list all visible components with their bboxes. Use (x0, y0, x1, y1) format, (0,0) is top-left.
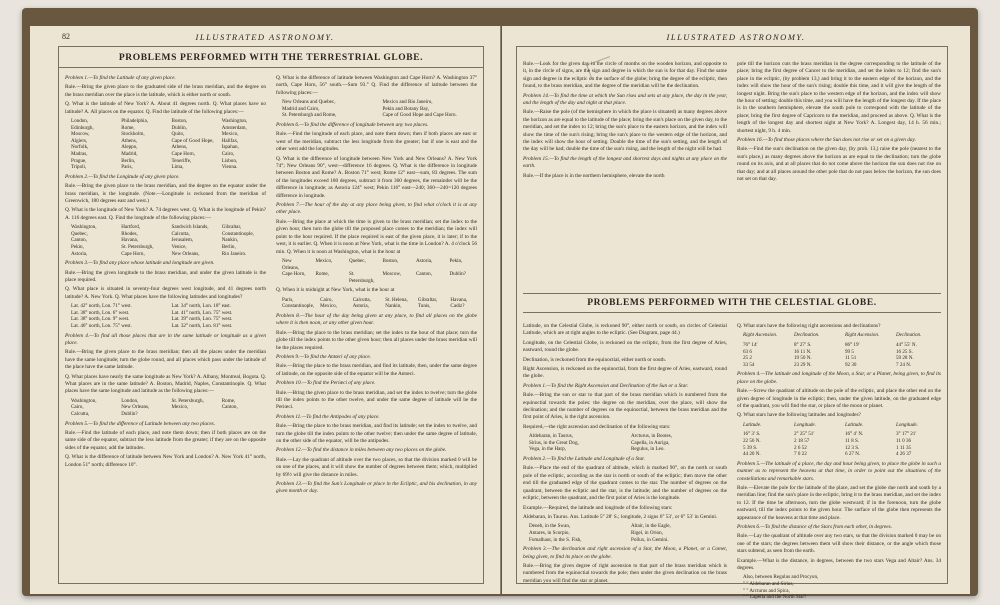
table-cell: Rome, (315, 271, 329, 278)
table-cell: 16° 4′ N. (845, 431, 864, 438)
table-cell: 11 51 (845, 355, 857, 362)
table-cell: " " Capella and the North Star? (743, 594, 807, 601)
table-cell: Longitude. (794, 421, 816, 428)
ll-table (743, 431, 941, 457)
right-top-column-2 (737, 61, 941, 289)
table-cell: 8° 27′ S. (794, 342, 812, 348)
table-cell: Deneb, in the Swan, (529, 523, 571, 530)
table-cell: Havana, (121, 237, 139, 244)
table-cell: Washington, (71, 397, 97, 404)
table-cell: Sandwich Islands, (171, 224, 209, 231)
problem-rule: Rule.—Lay the quadrant of altitude over any two stars, so that the division marked 0 may be on one of the stars; the degrees between them will show their distance, or the angle which those stars subtend, as seen from the earth. (737, 533, 941, 555)
table-cell: Astoria, (71, 250, 88, 257)
table-cell: Mexico, (320, 303, 337, 310)
table-cell: Mexico, (315, 257, 333, 264)
table-cell: Paris, (282, 296, 294, 303)
problem-rule: Rule.—Find the sun's declination on the given day, (by prob. 13,) raise the pole (nearest to the sun's place,) as many degrees above the horizon as are equal to the declination; turn the globe round on its axis, and at all places that do not come above the horizon the sun does not rise on that day; and at all places around the other pole that do not pass below the horizon, the sun does not set on that day. (737, 146, 941, 183)
table-cell: Berlin, (121, 157, 136, 164)
left-column-2 (276, 75, 477, 577)
table-cell: Hartford, (121, 224, 141, 231)
problem-question: Q. What place is situated in seventy-four degrees west longitude, and 41 degrees north latitude? A. New York. Q. What places have the following latitudes and longitudes? (65, 286, 266, 300)
problem-heading: Problem 7.—The hour of the day at any place being given, to find what o'clock it is at any other place. (276, 202, 477, 216)
problem-rule: Rule.—Place the end of the quadrant of altitude, which is marked 90°, on the north or south pole of the ecliptic, according as the star is north or south of the ecliptic; then move the other end till the graduated edge of the quadrant comes to the star. The number of degrees on the quadrant, between the ecliptic and the star, is the latitude; and the number of degrees on the ecliptic, between the quadrant, and the first point of Aries is the longitude. (523, 465, 727, 502)
table-cell: Arcturus, in Bootes, (631, 433, 673, 440)
table-cell: New Orleans and Quebec, (282, 99, 336, 106)
table-cell: Declination. (896, 332, 922, 339)
table-cell: Teneriffe, (171, 157, 192, 164)
problem-question: Q. What places have nearly the same longitude as New York? A. Albany, Montreal, Bogota. Q. What places are in the same latitude? A. Boston, Madrid, Naples, Constantinople. Q. What places have the same longitude and latitude as the following places:— (65, 373, 266, 395)
table-cell: Moscow, (71, 131, 90, 138)
table-cell: 3° 17° 21′ (896, 431, 917, 438)
problem-rule: Rule.—Bring the given place to the brass meridian, and the degree on the equator under the brass meridian, is the longitude. (Note.—Longitude is reckoned from the meridian of Greenwich, 180 degrees east and west.) (65, 183, 266, 204)
table-cell: Cape Horn, (121, 250, 145, 257)
table-cell: 2 6 52 (794, 444, 807, 451)
table-cell: 6 27 N. (845, 451, 861, 458)
problem-heading: Problem 2.—To find the Latitude and Longitude of a Star. (523, 456, 645, 463)
table-cell: Pekin, (449, 257, 463, 264)
table-cell: Venice, (171, 244, 187, 250)
table-cell: Nankin, (221, 237, 239, 244)
problem-heading: Problem 9.—To find the Antœci of any place. (276, 353, 371, 360)
right-page (502, 26, 970, 601)
table-cell: 22 56 N. (743, 438, 761, 444)
table-cell: Washington, (221, 118, 248, 125)
book-cover (22, 8, 978, 601)
stars-table (529, 523, 727, 543)
table-cell: Capella, in Auriga, (631, 439, 670, 446)
table-cell: Constantinople, (282, 303, 315, 310)
table-cell: " " Aldebaran and Sirius, (743, 581, 794, 588)
table-cell: Cairo, (221, 151, 235, 157)
table-cell: New Orleans, (171, 250, 200, 257)
latlong-table (71, 303, 266, 329)
table-cell: Pollux, in Gemini. (631, 536, 669, 543)
table-cell: 44 20 N. (743, 451, 761, 458)
right-top-section (523, 61, 941, 289)
problem-rule: Rule.—Bring the given place to the graduated side of the brass meridian, and the degree on the brass meridian over the place is the latitude, which is either north or south. (65, 84, 266, 98)
problem-question: Required,—the right ascension and declination of the following stars: (523, 423, 671, 430)
stars-table (529, 433, 727, 453)
table-cell: Stockholm, (121, 131, 145, 138)
celestial-title-band (523, 293, 941, 313)
table-cell: Norfolk, (71, 144, 89, 151)
problem-heading: Problem 11.—To find the Antipodes of any place. (276, 413, 380, 420)
table-cell: Constantinople, (221, 230, 254, 237)
right-top-column-1 (523, 61, 727, 289)
problem-question: Q. What stars have the following latitudes and longitudes? (737, 412, 861, 419)
table-cell: Berlin, (221, 244, 236, 250)
table-cell: Lat. 38° north, Lon. 6° west. (71, 309, 130, 316)
problem-question: Q. What is the difference of longitude between New York and New Orleans? A. New York 74°; New Orleans 90°, west—difference 16 degrees. Q. What is the difference in longitude between Boston and Rome? A. Boston 71° west; Rome 12° east—sum, 83 degrees. The sum of the longitudes exceed 180 degrees, subtract it from 360 degrees, the remainder will be the difference in longitude; as Astoria 124° west; Pekin 116° east—240; 360—240=120 degrees difference in longitude. (276, 155, 477, 199)
table-cell: St. Petersburgh and Rome, (282, 112, 337, 119)
table-cell: Mexico, (221, 131, 239, 138)
table-cell: St. Helena, (385, 296, 408, 303)
table-cell: Madrid, (121, 151, 138, 157)
table-cell: Canton, (71, 237, 87, 244)
table-cell: Cape of Good Hope and Cape Horn. (382, 112, 457, 119)
problem-heading: Problem 3.—To find any place whose latitude and longitude are given. (65, 260, 215, 267)
table-cell: Canton, (221, 404, 238, 411)
problem-rule: Rule.—Bring the given longitude to the brass meridian, and under the given latitude is the place required. (65, 269, 266, 283)
problem-heading: Problem 8.—The hour of the day being given at any place, to find all places on the globe where it is then noon, or any other given hour. (276, 312, 477, 327)
problem-rule: Rule.—Bring the sun or star to that part of the brass meridian which is numbered from the equinoctial towards the poles: the degree on the meridian, over the place, will show the declination; and the number of degrees on the equinoctial, between the brass meridian and the first point of Aries, is the right ascension. (523, 392, 727, 421)
table-cell: Prague, (71, 157, 87, 164)
table-cell: Tunis, (417, 303, 431, 310)
definition-latitude: Latitude, on the Celestial Globe, is reckoned 90°, either north or south, on circles of Celestial Latitude, which are at right angles to the ecliptic. (See Diagram, page 44.) (523, 323, 727, 337)
table-cell: Calcutta, (71, 411, 90, 418)
table-cell: Paris, (121, 164, 133, 171)
table-cell: Vega, in the Harp, (529, 446, 566, 453)
table-cell: 86° 19′ (845, 342, 860, 348)
left-column-1 (65, 75, 266, 577)
table-cell: Cadiz? (450, 303, 465, 310)
table-cell: Vienna. (221, 164, 238, 171)
table-cell: Sirius, in the Great Dog, (529, 439, 579, 446)
problem-question: Q. When it is midnight at New York, what is the hour at (276, 287, 395, 294)
places-table (282, 99, 477, 119)
table-cell: 5 39 S. (743, 444, 758, 451)
table-cell: Aldebaran, in Taurus, (529, 433, 573, 440)
table-cell: St. Petersburgh, (171, 397, 204, 404)
table-cell: 44° 55′ N. (896, 342, 917, 348)
table-cell: Philadelphia, (121, 118, 148, 125)
table-cell: 16 25 S. (896, 348, 913, 355)
problem-question: Q. What stars have the following right ascensions and declinations? (737, 323, 881, 329)
table-cell: 2° 25° 51′ (794, 431, 815, 438)
problem-rule: Rule.—Screw the quadrant of altitude on the pole of the ecliptic, and place the other end on the given degree of longitude in the ecliptic; then, under the given latitude, on the graduated edge of the quadrant, you will find the star, or place of the moon or planet. (737, 388, 941, 409)
table-cell: Cape Horn, (171, 151, 195, 157)
table-cell: Mexico and Rio Janeiro, (382, 99, 433, 106)
table-cell: Lat. 34° north, Lon. 18° east. (171, 303, 231, 310)
table-cell: Lima, (171, 164, 184, 171)
problem-heading: Problem 5.—To find the difference of Latitude between any two places. (65, 420, 216, 427)
table-cell: 76° 14′ (743, 342, 758, 348)
table-cell: Boston, (382, 257, 399, 264)
table-cell: St. Petersburgh, (349, 271, 375, 284)
table-cell: Right Ascension. (743, 332, 778, 339)
table-cell: Astoria, (352, 303, 369, 310)
table-cell: London, (71, 118, 89, 125)
table-cell: Algiers, (71, 137, 88, 144)
table-cell: Gibraltar, (417, 296, 438, 303)
table-cell: Cape of Good Hope, (171, 137, 214, 144)
table-cell: 99 5 (845, 348, 854, 355)
definition-right-ascension: Right Ascension, is reckoned on the equinoctial, from the first degree of Aries, eastward, round the globe. (523, 366, 727, 380)
table-cell: 33 54 (743, 361, 755, 368)
places-table (71, 118, 266, 171)
problem-heading: Problem 10.—To find the Periœci of any place. (276, 380, 376, 387)
problem-answer: Aldebaran, in Taurus. Ans. Latitude 5° 28′ S.; longitude, 2 signs 6° 53′, or 6° 53′ in Gemini. (523, 513, 718, 520)
problem-question: Q. What is the difference of latitude between Washington and Cape Horn? A. Washington 37° north, Cape Horn, 56° south.—Sum 93.° Q. Find the difference of latitude between the following places:— (276, 75, 477, 96)
problem-rule: Rule.—Bring the given place to the brass meridian, and set the index to twelve; turn the globe till the index points to the other twelve, and under the same degree of latitude will be the Periœci. (276, 389, 477, 411)
table-cell: 16 11 N. (794, 348, 812, 355)
running-head-right: ILLUSTRATED ASTRONOMY. (666, 32, 806, 42)
table-cell: Washington, (71, 224, 97, 231)
problem-heading: Problem 6.—To find the distance of the Stars from each other, in degrees. (737, 524, 893, 531)
problem-heading: Problem 5.—The latitude of a place, the day and hour being given, to place the globe in such a manner as to represent the heavens at that time, in order to point out the situations of the constellations and remarkable stars. (737, 460, 941, 482)
table-cell: " " Arcturus and Spica, (743, 587, 790, 594)
left-page (30, 26, 500, 594)
problem-heading: Problem 1.—To find the Right Ascension and Declination of the Sun or a Star. (523, 382, 689, 389)
right-bottom-column-2 (737, 323, 941, 601)
table-cell: Altair, in the Eagle, (631, 523, 671, 530)
table-cell: Declination. (794, 332, 820, 339)
table-cell: Also, between Regulus and Procyon, (743, 574, 819, 581)
problem-rule: Rule.—If the place is in the northern hemisphere, elevate the north (523, 172, 665, 179)
table-cell: Pekin and Botany Bay, (382, 105, 430, 112)
table-cell: Edinburgh, (71, 124, 94, 131)
table-cell: Dublin? (121, 411, 138, 418)
table-cell: Ispahan, (221, 144, 239, 151)
problem-heading: Problem 4.—The latitude and longitude of the Moon, a Star, or a Planet, being given, to find its place on the globe. (737, 371, 941, 385)
table-cell: 11 8 S. (845, 438, 860, 444)
problem-rule: Rule.—Lay the quadrant of altitude over the two places, so that the division marked 0 will be on one of the places, and it will show the number of degrees between them; which, multiplied by 69½ will give the distance in miles. (276, 456, 477, 478)
table-cell: Lat. 41° north, Lon. 75° west. (171, 309, 233, 316)
section-title-celestial: PROBLEMS PERFORMED WITH THE CELESTIAL GLOBE. (587, 298, 877, 308)
table-cell: Astoria, (416, 257, 433, 264)
table-cell: 16° 3′ S. (743, 431, 761, 438)
table-cell: New Orleans, (282, 257, 300, 271)
table-cell: Rio Janeiro. (221, 250, 247, 257)
table-cell: 1 11 35 (896, 444, 912, 451)
table-cell: Boston, (171, 118, 188, 125)
table-cell: Tripoli, (71, 164, 87, 171)
table-cell: Amsterdam, (221, 124, 247, 131)
problem-rule: Rule.—Raise the pole (of the hemisphere in which the place is situated) as many degrees above the horizon as are equal to the latitude of the place; bring the sun's place on the given day, to the meridian, and set the index to 12; bring the sun's place to the eastern horizon, and the index will show the time of the sun's rising; bring the sun's place to the western edge of the horizon, and the index will show the hour of setting. Double the time of the sun's setting, and the length of the day will be had; double the time of the sun's rising, and the length of the night will be had. (523, 109, 727, 153)
problem-rule: Rule.—Find the longitude of each place, and note them down; then if both places are east or west of the meridian, subtract the less longitude from the greater; but if one is east and the other west add the longitudes. (276, 131, 477, 153)
table-cell: Cairo, (71, 404, 84, 411)
places-table (71, 398, 266, 418)
table-cell: Latitude. (845, 421, 864, 428)
problem-example: Example.—What is the distance, in degrees, between the two stars Vega and Altair? Ans. 34 degrees. (737, 557, 941, 572)
table-cell: Calcutta, (171, 230, 190, 237)
table-cell: Havana, (450, 296, 468, 303)
right-bottom-column-1 (523, 323, 727, 584)
problem-heading: Problem 15.—To find the length of the longest and shortest days and nights at any place on the earth. (523, 155, 727, 170)
table-cell: Lat. 46° north, Lon. 75° west. (71, 323, 132, 329)
problem-heading: Problem 6.—To find the difference of longitude between any two places. (276, 122, 429, 128)
problem-heading: Problem 2.—To find the Longitude of any given place. (65, 173, 180, 180)
table-cell: Aleppo, (121, 144, 138, 151)
table-cell: 23 29 N. (794, 361, 812, 368)
table-cell: Antares, in Scorpio, (529, 529, 570, 536)
table-cell: Regulus, in Leo. (631, 446, 665, 453)
table-cell: Calcutta, (352, 296, 371, 303)
table-cell: 92 30 (845, 361, 857, 368)
problem-heading: Problem 14.—To find the time at which the Sun rises and sets at any place, the day in the year, and the length of the day and night at that place. (523, 92, 727, 107)
places-table (71, 224, 266, 257)
running-head-left: ILLUSTRATED ASTRONOMY. (195, 32, 335, 42)
table-cell: Pekin, (71, 244, 84, 250)
problem-rule: Rule.—Find the latitude of each place, and note them down; then if both places are on the same side of the equator, subtract the less latitude from the greater; if they are on the opposite sides of the equator, add the latitudes. (65, 430, 266, 451)
table-cell: Nankin, (385, 303, 402, 310)
section-title-terrestrial: PROBLEMS PERFORMED WITH THE TERRESTRIAL GLOBE. (118, 53, 424, 63)
definition-longitude: Longitude, on the Celestial Globe, is reckoned on the ecliptic, from the first degree of Aries, eastward, round the globe. (523, 339, 727, 354)
table-cell: 12 3 S. (845, 444, 860, 451)
table-cell: Quito, (171, 131, 185, 138)
page-number: 82 (62, 32, 70, 41)
table-cell: Rhodes, (121, 230, 138, 237)
ll-table-header (743, 422, 941, 429)
table-cell: Rigel, in Orion, (631, 529, 663, 536)
table-cell: Madrid and Cairo, (282, 105, 320, 112)
table-cell: Gibraltar, (221, 224, 242, 231)
problem-heading: Problem 1.—To find the Latitude of any given place. (65, 75, 176, 81)
table-cell: Lat. 39° north, Lon. 75° west. (171, 316, 233, 323)
table-cell: Jerusalem, (171, 237, 194, 244)
places-table (282, 297, 477, 310)
problem-heading: Problem 12.—To find the distance in miles between any two places on the globe. (276, 447, 447, 454)
problem-heading: Problem 13.—To find the Sun's Longitude or place in the Ecliptic, and his declination, in any given month or day. (276, 481, 477, 495)
table-cell: Rome, (121, 124, 135, 131)
left-text-frame (58, 46, 484, 584)
table-cell: Quebec, (349, 257, 366, 264)
definition-declination: Declination, is reckoned from the equinoctial, either north or south. (523, 356, 666, 363)
problem-question: Q. What is the latitude of New York? A. About 41 degrees north. Q. What places have no latitude? A. All places on the equator. Q. Find the latitude of the following places:— (65, 101, 266, 115)
problem-heading: Problem 16.—To find those places where the Sun does not rise or set on a given day. (737, 137, 916, 144)
ra-table-header (743, 332, 941, 339)
problem-rule: Rule.—Elevate the pole for the latitude of the place, and set the globe due north and south by a meridian line; find the sun's place in the ecliptic, bring it to the brass meridian, and set the index to 12. If the time be afternoon, turn the globe westward; if in the forenoon, turn the globe eastward, till the index points to the given hour. The surface of the globe then represents the appearance of the heavens at that time and place. (737, 485, 941, 521)
table-cell: Rome, (221, 397, 236, 404)
table-cell: 7 0 22 (794, 451, 807, 458)
table-cell: Madras, (71, 151, 88, 157)
table-cell: Lat. 32° north, Lon. 81° west. (171, 323, 233, 329)
problem-heading: Problem 4.—To find all those places that are in the same latitude or longitude as a given place. (65, 332, 266, 346)
table-cell: Dublin? (449, 271, 466, 278)
table-cell: 59 28 N. (896, 355, 914, 362)
table-cell: 7 24 N. (896, 361, 912, 368)
table-cell: New Orleans, (121, 404, 150, 411)
table-cell: Lat. 42° north, Lon. 71° west. (71, 303, 132, 310)
problem-rule: Rule.—Bring the place to the brass meridian, and find its latitude, then, under the same degree of latitude, on the opposite side of the equator will be the Antœci. (276, 363, 477, 377)
problem-heading: Problem 3.—The declination and right ascension of a Star, the Moon, a Planet, or a Comet, being given, to find its place on the globe. (523, 546, 727, 560)
distance-list (743, 574, 941, 600)
table-cell: Cairo, (320, 296, 333, 303)
problem-question: Q. What is the longitude of New York? A. 74 degrees west. Q. What is the longitude of Pekin? A. 116 degrees east. Q. Find the longitude of the following places:— (65, 207, 266, 221)
problem-question: Example.—Required, the latitude and longitude of the following stars: (523, 504, 673, 511)
table-cell: 25 2 (743, 355, 752, 362)
table-cell: Quebec, (71, 230, 88, 237)
table-cell: Lat. 38° north, Lon. 9° west. (71, 316, 130, 323)
table-cell: Right Ascension. (845, 332, 880, 339)
problem-rule: Rule.—Bring the given degree of right ascension to that part of the brass meridian which is numbered from the equinoctial towards the pole; then under the given declination on the brass meridian you will find the star or planet. (523, 562, 727, 584)
table-cell: 19 50 N. (794, 355, 812, 362)
table-cell: 2 18 57 (794, 438, 810, 444)
right-text-frame (516, 46, 948, 601)
table-cell: Athens, (171, 144, 188, 151)
table-cell: Lisbon, (221, 157, 238, 164)
table-cell: Mexico, (171, 404, 189, 411)
places-table (282, 258, 477, 284)
table-cell: Longitude. (896, 421, 918, 428)
problem-rule: pole till the horizon cuts the brass meridian in the degree corresponding to the latitude of the place; bring the first degree of Cancer to the meridian, and set the index to 12; find the sun's place in the ecliptic, (by problem 13,) and bring it to the eastern edge of the horizon, and the index will show the hour of the sun's rising; double this time, and it will give the length of the longest night. Bring the sun's place to the western edge of the horizon, and the index will show the hour of setting; double this time, and you will have the length of the longest day. If the place is in the southern hemisphere, elevate the south pole to correspond with the latitude of the place; bring the first degree of Capricorn to the meridian, and proceed as above. Q. What is the length of the longest day and shortest night at New York? A. Longest day, 14 h. 56 min.; shortest night, 9 h. 4 min. (737, 61, 941, 134)
problem-rule: Rule.—Look for the given day in the circle of months on the wooden horizon, and opposite to it, in the circle of signs, are the sign and degree in which the sun is for that day. Find the same sign and degree in the ecliptic on the surface of the globe; bring the degree of the ecliptic, then found, to the brass meridian, and the degree of the meridian will be the declination. (523, 61, 727, 90)
right-bottom-section (523, 323, 941, 601)
table-cell: Latitude. (743, 421, 762, 428)
problem-rule: Rule.—Bring the place at which the time is given to the brass meridian; set the index to the given hour, then turn the globe till the proposed place comes to the meridian; the index will point to the hour required. If the place required is east of the given place, it is later; if to the west, it is earlier. Q. When it is noon at New York, what is the time in London? A. 4 o'clock 56 min. Q. When it is noon at Washington, what is the hour at (276, 218, 477, 255)
table-cell: Dublin, (171, 124, 187, 131)
table-cell: Moscow, (382, 271, 401, 278)
table-cell: 63 6 (743, 348, 752, 355)
problem-rule: Rule.—Bring the place to the brass meridian, and find its latitude; set the index to twelve, and turn the globe till the index points to the other twelve; then under the same degree of latitude, on the other side of the equator, will be the antipodes. (276, 423, 477, 444)
table-cell: Cape Horn, (282, 271, 306, 278)
table-cell: 4 26 37 (896, 451, 912, 458)
table-cell: Fomalhaut, in the S. Fish, (529, 536, 582, 543)
table-cell: Canton, (416, 271, 432, 278)
divider (59, 67, 483, 68)
table-cell: Athens, (121, 137, 137, 144)
ra-table (743, 342, 941, 368)
problem-rule: Rule.—Bring the place to the brass meridian; set the index to the hour of that place; turn the globe till the index points to the other given hour; then all places under the brass meridian will be the places required. (276, 329, 477, 351)
problem-question: Q. What is the difference of latitude between New York and London? A. New York 41° north, London 51° north; difference 10°. (65, 454, 266, 468)
table-cell: 11 0 36 (896, 438, 912, 444)
table-cell: London, (121, 397, 139, 404)
table-cell: Halifax, (221, 137, 239, 144)
table-cell: St. Petersburgh, (121, 244, 154, 250)
problem-rule: Rule.—Bring the given place to the brass meridian; then all the places under the meridian have the same longitude; turn the globe round, and all places which pass under the latitude of the place have the same latitude. (65, 349, 266, 371)
